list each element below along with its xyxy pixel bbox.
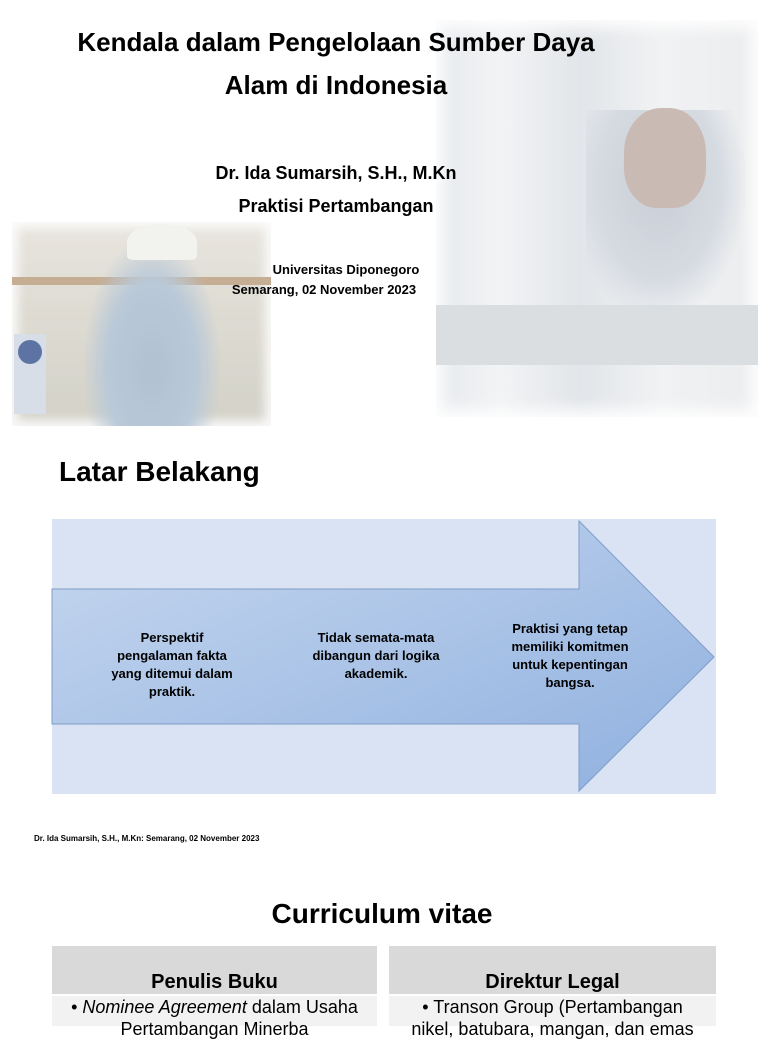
author-role: Praktisi Pertambangan <box>238 196 434 216</box>
slide-footer: Dr. Ida Sumarsih, S.H., M.Kn: Semarang, 02 November 2023 <box>34 834 260 843</box>
process-step-1: Perspektif pengalaman fakta yang ditemui dalam praktik. <box>111 630 233 699</box>
cv-item-emphasis: Nominee Agreement <box>82 997 247 1017</box>
place-date: Semarang, 02 November 2023 <box>231 282 417 297</box>
slide-title-line1: Kendala dalam Pengelolaan Sumber Daya <box>77 27 595 57</box>
section-title-latar-belakang: Latar Belakang <box>59 456 260 487</box>
process-step-3: Praktisi yang tetap memiliki komitmen untuk kepentingan bangsa. <box>511 621 629 690</box>
author-name: Dr. Ida Sumarsih, S.H., M.Kn <box>215 163 457 183</box>
cv-column-body-author: • Nominee Agreement dalam Usaha Pertambangan Minerba <box>52 996 377 1026</box>
process-arrow-diagram <box>52 519 716 794</box>
cv-item-text: dalam Usaha <box>246 997 358 1017</box>
cv-column-header-author-label: Penulis Buku <box>151 971 278 993</box>
cv-column-header-director <box>389 946 716 994</box>
slide-title-line2: Alam di Indonesia <box>224 70 448 100</box>
mining-worker-photo <box>12 222 271 426</box>
cv-item-line2: Pertambangan Minerba <box>120 1019 309 1039</box>
cv-column-header-director-label: Direktur Legal <box>485 971 620 993</box>
section-title-cv: Curriculum vitae <box>271 898 493 929</box>
cv-column-header-author <box>52 946 377 994</box>
cv-item-line2-director: nikel, batubara, mangan, dan emas <box>411 1019 694 1039</box>
university-name: Universitas Diponegoro <box>272 262 420 277</box>
process-step-2: Tidak semata-mata dibangun dari logika akademik. <box>312 630 440 681</box>
cv-column-body-director: • Transon Group (Pertambangan nikel, batubara, mangan, dan emas <box>389 996 716 1026</box>
cv-item-text-director: Transon Group (Pertambangan <box>433 997 683 1017</box>
